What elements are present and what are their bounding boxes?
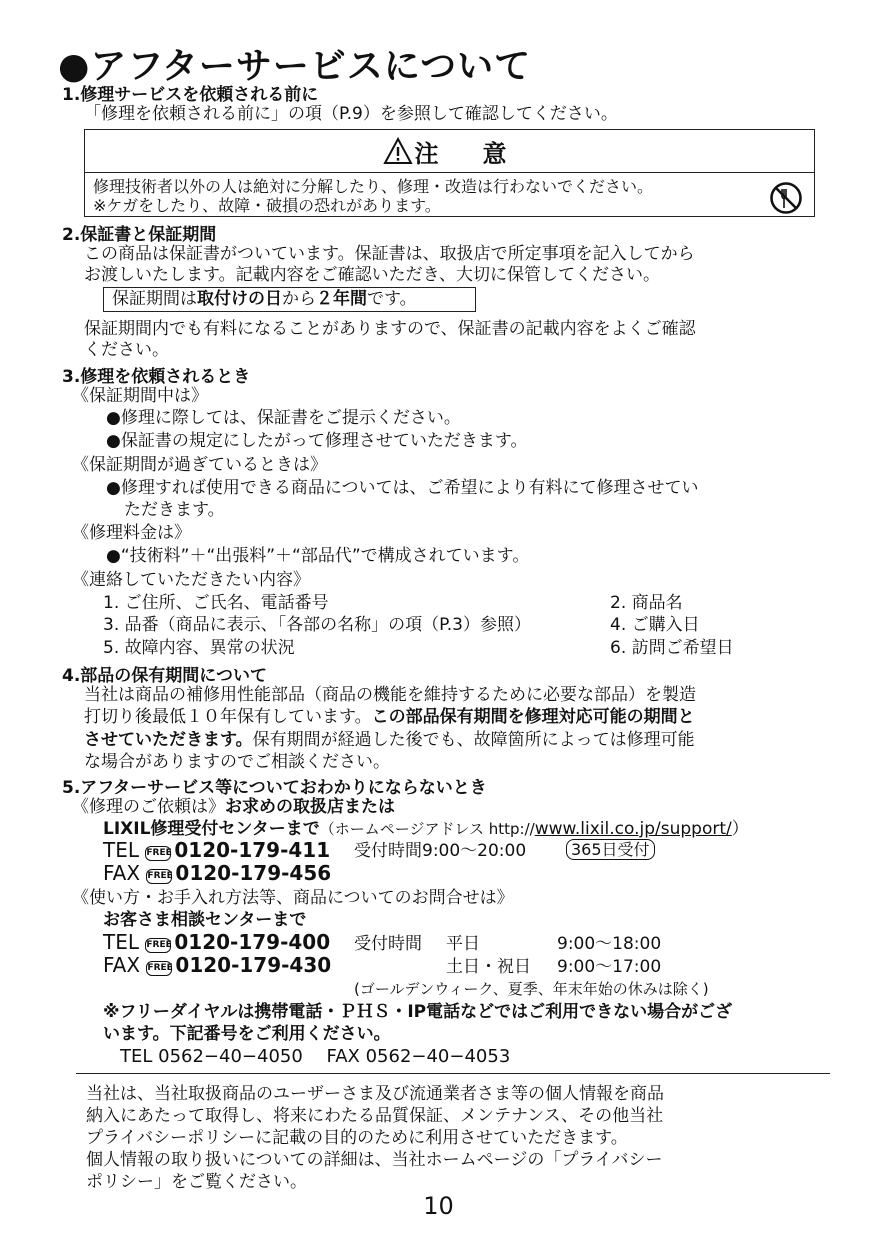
hours1: 受付時間9:00～20:00 — [354, 841, 527, 861]
weekend-label: 土日・祝日 — [446, 957, 531, 977]
tel1-line — [103, 838, 330, 862]
open-365-badge — [566, 839, 655, 860]
fax-label: FAX — [103, 953, 141, 977]
section5-sub1a: 《修理のご依頼は》 — [72, 797, 225, 817]
section2-p1-line1: この商品は保証書がついています。保証書は、取扱店で所定事項を記入してから — [84, 244, 695, 264]
section5-sub1 — [72, 796, 395, 818]
note-line1: ※フリーダイヤルは携帯電話・ＰＨＳ・IP電話などではご利用できない場合がござ — [103, 1002, 733, 1022]
privacy-line1: 当社は、当社取扱商品のユーザーさま及び流通業者さま等の個人情報を商品 — [86, 1084, 664, 1104]
section2-p1-line2: お渡しいたします。記載内容をご確認いただき、大切に保管してください。 — [84, 265, 660, 285]
warranty-period-box — [103, 287, 476, 312]
caution-box — [84, 129, 815, 217]
list-item: ●修理すれば使用できる商品については、ご希望により有料にて修理させてい — [106, 478, 699, 498]
homepage-address-label: （ホームページアドレス http:// — [319, 820, 535, 838]
customer-center-label: お客さま相談センターまで — [103, 910, 307, 930]
free-dial-icon: FREE — [145, 938, 171, 953]
free-dial-icon: FREE — [146, 869, 172, 884]
section4-heading: 4.部品の保有期間について — [62, 666, 267, 686]
caution-label: 注 意 — [414, 139, 517, 168]
note-line2: います。下記番号をご利用ください。 — [103, 1024, 391, 1044]
support-url-link[interactable]: www.lixil.co.jp/support/ — [534, 819, 732, 839]
warranty-text-d: ２年間 — [316, 289, 367, 309]
alt-numbers: TEL 0562−40−4050 FAX 0562−40−4053 — [120, 1046, 511, 1067]
list-item: ●“技術料”＋“出張料”＋“部品代”で構成されています。 — [106, 546, 530, 566]
fax1-line — [103, 861, 331, 885]
privacy-line3: プライバシーポリシーに記載の目的のために利用させていただきます。 — [86, 1128, 628, 1148]
section1-heading: 1.修理サービスを依頼される前に — [62, 85, 319, 105]
open-365-text: 365日受付 — [566, 839, 655, 860]
contact-item: 3. 品番（商品に表示、「各部の名称」の項（P.3）参照） — [103, 615, 531, 635]
fax1-number: 0120-179-456 — [175, 861, 332, 885]
contact-item: 1. ご住所、ご氏名、電話番号 — [103, 593, 329, 613]
privacy-line2: 納入にあたって取得し、将来にわたる品質保証、メンテナンス、その他当社 — [86, 1106, 664, 1126]
section5-heading: 5.アフターサービス等についておわかりにならないとき — [62, 778, 487, 798]
hours2-label: 受付時間 — [354, 934, 422, 954]
section3-sub3: 《修理料金は》 — [72, 523, 191, 543]
page-number: 10 — [423, 1192, 454, 1220]
contact-item: 4. ご購入日 — [610, 615, 700, 635]
divider — [76, 1073, 830, 1074]
tel-label: TEL — [103, 930, 139, 954]
weekday-hours: 9:00～18:00 — [557, 934, 662, 954]
contact-item: 5. 故障内容、異常の状況 — [103, 638, 295, 658]
no-disassembly-icon — [769, 181, 803, 215]
section3-sub1: 《保証期間中は》 — [72, 386, 208, 406]
section4-line1: 当社は商品の補修用性能部品（商品の機能を維持するために必要な部品）を製造 — [84, 685, 696, 705]
tel2-line — [103, 930, 330, 954]
warranty-text-c: から — [282, 289, 316, 309]
section4-line2b: この部品保有期間を修理対応可能の期間と — [371, 707, 695, 727]
section4-line3b: 保有期間が経過した後でも、故障箇所によっては修理可能 — [252, 730, 695, 750]
weekend-hours: 9:00～17:00 — [557, 957, 662, 977]
list-item: ●保証書の規定にしたがって修理させていただきます。 — [106, 431, 528, 451]
weekday-label: 平日 — [446, 934, 480, 954]
warranty-text-b: 取付けの日 — [197, 289, 282, 309]
free-dial-icon: FREE — [146, 961, 172, 976]
privacy-line4: 個人情報の取り扱いについての詳細は、当社ホームページの「プライバシー — [86, 1150, 663, 1170]
contact-item: 6. 訪問ご希望日 — [610, 638, 734, 658]
caution-header — [85, 130, 814, 173]
holiday-note: (ゴールデンウィーク、夏季、年末年始の休みは除く) — [354, 980, 709, 998]
paren-close: ） — [731, 819, 749, 839]
caution-line1: 修理技術者以外の人は絶対に分解したり、修理・改造は行わないでください。 — [93, 177, 654, 196]
page-title: ●アフターサービスについて — [58, 46, 532, 87]
lixil-center-line — [103, 818, 749, 840]
free-dial-icon: FREE — [145, 846, 171, 861]
section1-text: 「修理を依頼される前に」の項（P.9）を参照して確認してください。 — [84, 104, 618, 124]
section4-line2 — [84, 706, 695, 728]
section4-line2a: 打切り後最低１０年保有しています。 — [84, 707, 372, 727]
warranty-text-a: 保証期間は — [112, 289, 197, 309]
tel2-number: 0120-179-400 — [174, 930, 331, 954]
section3-sub4: 《連絡していただきたい内容》 — [72, 570, 310, 590]
section5-sub1b: お求めの取扱店または — [225, 797, 395, 817]
warning-triangle-icon — [383, 137, 413, 165]
section5-sub2: 《使い方・お手入れ方法等、商品についてのお問合せは》 — [72, 888, 514, 908]
fax2-number: 0120-179-430 — [175, 953, 332, 977]
fax2-line — [103, 953, 331, 977]
warranty-text-e: です。 — [367, 289, 417, 309]
fax-label: FAX — [103, 861, 141, 885]
section4-line3 — [84, 729, 695, 751]
section2-p2-line2: ください。 — [84, 340, 169, 360]
tel1-number: 0120-179-411 — [174, 838, 331, 862]
privacy-line5: ポリシー」をご覧ください。 — [86, 1172, 307, 1192]
section3-heading: 3.修理を依頼されるとき — [62, 367, 251, 387]
section4-line3a: させていただきます。 — [84, 730, 253, 750]
section2-p2-line1: 保証期間内でも有料になることがありますので、保証書の記載内容をよくご確認 — [84, 319, 696, 339]
list-item: ●修理に際しては、保証書をご提示ください。 — [106, 408, 461, 428]
contact-item: 2. 商品名 — [610, 593, 683, 613]
section2-heading: 2.保証書と保証期間 — [62, 225, 217, 245]
section4-line4: な場合がありますのでご相談ください。 — [84, 752, 390, 772]
section3-sub2: 《保証期間が過ぎているときは》 — [72, 455, 327, 475]
tel-label: TEL — [103, 838, 139, 862]
lixil-center-label: LIXIL修理受付センターまで — [103, 819, 320, 839]
caution-line2: ※ケガをしたり、故障・破損の恐れがあります。 — [93, 196, 441, 215]
list-item-continued: ただきます。 — [124, 500, 225, 520]
